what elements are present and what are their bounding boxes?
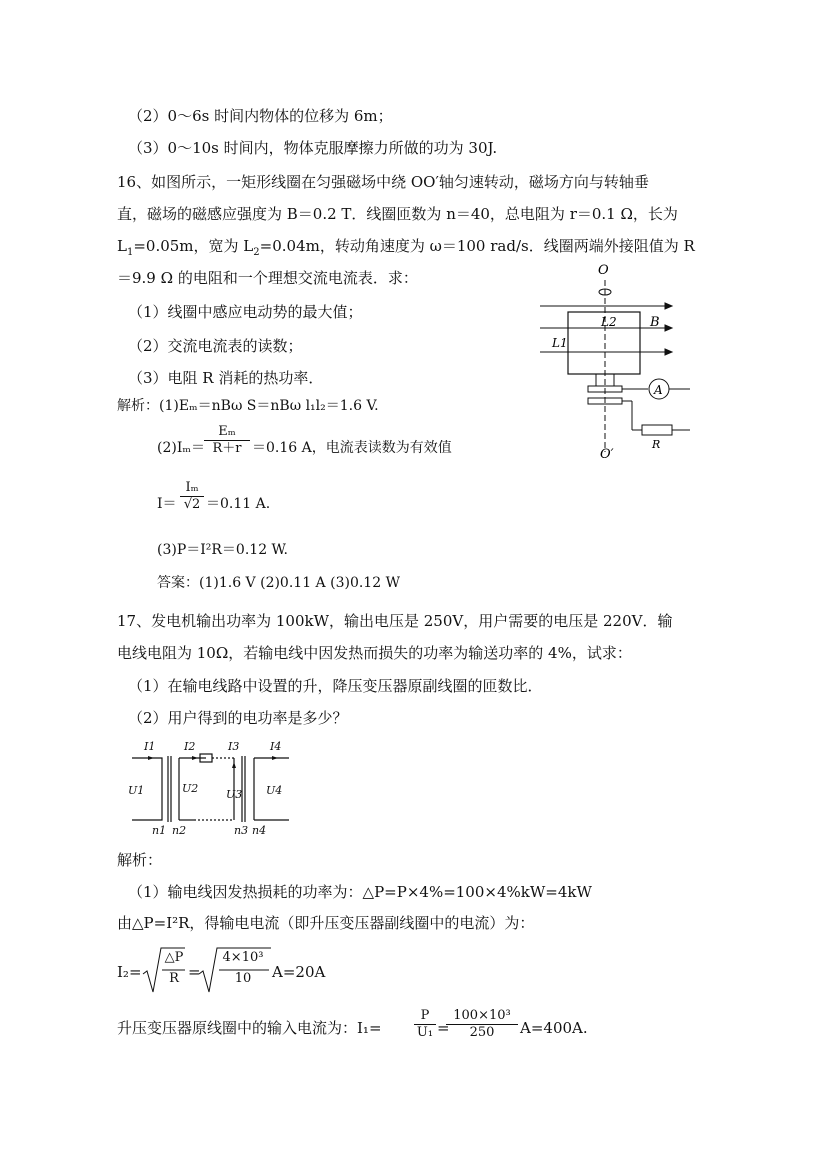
answer-line: 答案：(1)1.6 V (2)0.11 A (3)0.12 W [157, 575, 400, 591]
label-L1: L1 [552, 336, 568, 350]
question-1: （1）在输电线路中设置的升，降压变压器原副线圈的匝数比． [128, 677, 543, 695]
label-I4: I4 [270, 740, 282, 753]
solution-line: 解析：(1)Eₘ＝nBω S＝nBω l₁l₂＝1.6 V. [117, 398, 379, 414]
text-line: （2）0～6s 时间内物体的位移为 6m； [128, 107, 393, 125]
label-n4: n4 [252, 824, 267, 837]
transmission-figure [124, 738, 304, 838]
denominator: U₁ [416, 1025, 434, 1040]
solution-line: (3)P＝I²R＝0.12 W. [157, 542, 288, 558]
label-R: R [652, 438, 661, 451]
numerator: 100×10³ [446, 1008, 518, 1025]
question-3: （3）电阻 R 消耗的热功率． [128, 369, 324, 387]
problem-17-line: 电线电阻为 10Ω，若输电线中因发热而损失的功率为输送功率的 4%，试求： [117, 644, 632, 662]
label-U1: U1 [128, 784, 145, 797]
denominator: 250 [469, 1025, 495, 1040]
solution-line: （1）输电线因发热损耗的功率为：△P=P×4%=100×4%kW=4kW [128, 883, 592, 901]
problem-16-line: ＝9.9 Ω 的电阻和一个理想交流电流表．求： [117, 269, 418, 287]
fraction [216, 950, 270, 987]
solution-line: I＝ [157, 496, 177, 512]
label-n2: n2 [172, 824, 187, 837]
label-O: O [598, 263, 609, 278]
problem-17-line: 17、发电机输出功率为 100kW，输出电压是 250V，用户需要的电压是 220V．输 [117, 612, 673, 630]
label-U2: U2 [182, 782, 199, 795]
numerator: Iₘ [180, 480, 204, 497]
solution-line: 升压变压器原线圈中的输入电流为：I₁= [117, 1019, 382, 1037]
label-B: B [650, 315, 660, 330]
solution-line: I₂= [117, 963, 142, 981]
numerator: △P [164, 950, 184, 965]
label-I3: I3 [228, 740, 240, 753]
question-1: （1）线圈中感应电动势的最大值； [128, 303, 363, 321]
equals-sign: = [437, 1019, 450, 1037]
numerator: 4×10³ [222, 950, 264, 965]
denominator: √2 [183, 497, 201, 512]
text-segment: =0.04m，转动角速度为 ω＝100 rad/s．线圈两端外接阻值为 R [259, 237, 695, 255]
solution-line: ＝0.16 A，电流表读数为有效值 [252, 440, 452, 456]
text-segment: =0.05m，宽为 L [133, 237, 254, 255]
solution-line: 由△P=I²R，得输电电流（即升压变压器副线圈中的电流）为： [117, 914, 535, 932]
label-L2: L2 [601, 315, 617, 329]
problem-16-line: $L_1=0.05m$，宽为 $L_2=0.04m$，转动角速度为 ω＝100 rad/s．线圈两端外接阻值为 R [117, 237, 695, 258]
numerator: Eₘ [204, 424, 250, 441]
question-2: （2）交流电流表的读数； [128, 337, 303, 355]
label-U3: U3 [226, 788, 243, 801]
solution-line: ＝0.11 A. [206, 496, 271, 512]
label-n1: n1 [152, 824, 167, 837]
coil-field-figure [530, 262, 700, 462]
problem-16-line: 直，磁场的磁感应强度为 B＝0.2 T．线圈匝数为 n＝40，总电阻为 r＝0.1 Ω，长为 [117, 205, 678, 223]
question-2: （2）用户得到的电功率是多少？ [128, 709, 348, 727]
resistor-R [642, 425, 672, 435]
label-I2: I2 [184, 740, 196, 753]
label-O-prime: O′ [600, 447, 614, 462]
denominator: 10 [234, 971, 252, 986]
denominator: R [169, 971, 179, 986]
fraction [446, 1008, 518, 1041]
numerator: P [414, 1008, 436, 1025]
text-segment: L [117, 237, 127, 255]
solution-line: A=400A. [520, 1019, 588, 1037]
fraction [204, 424, 250, 457]
solution-line: (2)Iₘ＝ [157, 440, 205, 456]
label-U4: U4 [266, 784, 283, 797]
label-n3: n3 [234, 824, 249, 837]
denominator: R＋r [212, 441, 242, 456]
solution-label: 解析： [117, 851, 163, 869]
solution-line: A=20A [272, 963, 326, 981]
fraction [180, 480, 204, 513]
problem-16-line: 16、如图所示，一矩形线圈在匀强磁场中绕 OO′轴匀速转动，磁场方向与转轴垂 [117, 173, 649, 191]
equals-sign: = [188, 963, 201, 981]
label-I1: I1 [144, 740, 156, 753]
label-A: A [654, 383, 663, 397]
text-line: （3）0～10s 时间内，物体克服摩擦力所做的功为 30J. [128, 139, 498, 157]
fraction [414, 1008, 436, 1041]
fraction [160, 950, 188, 987]
